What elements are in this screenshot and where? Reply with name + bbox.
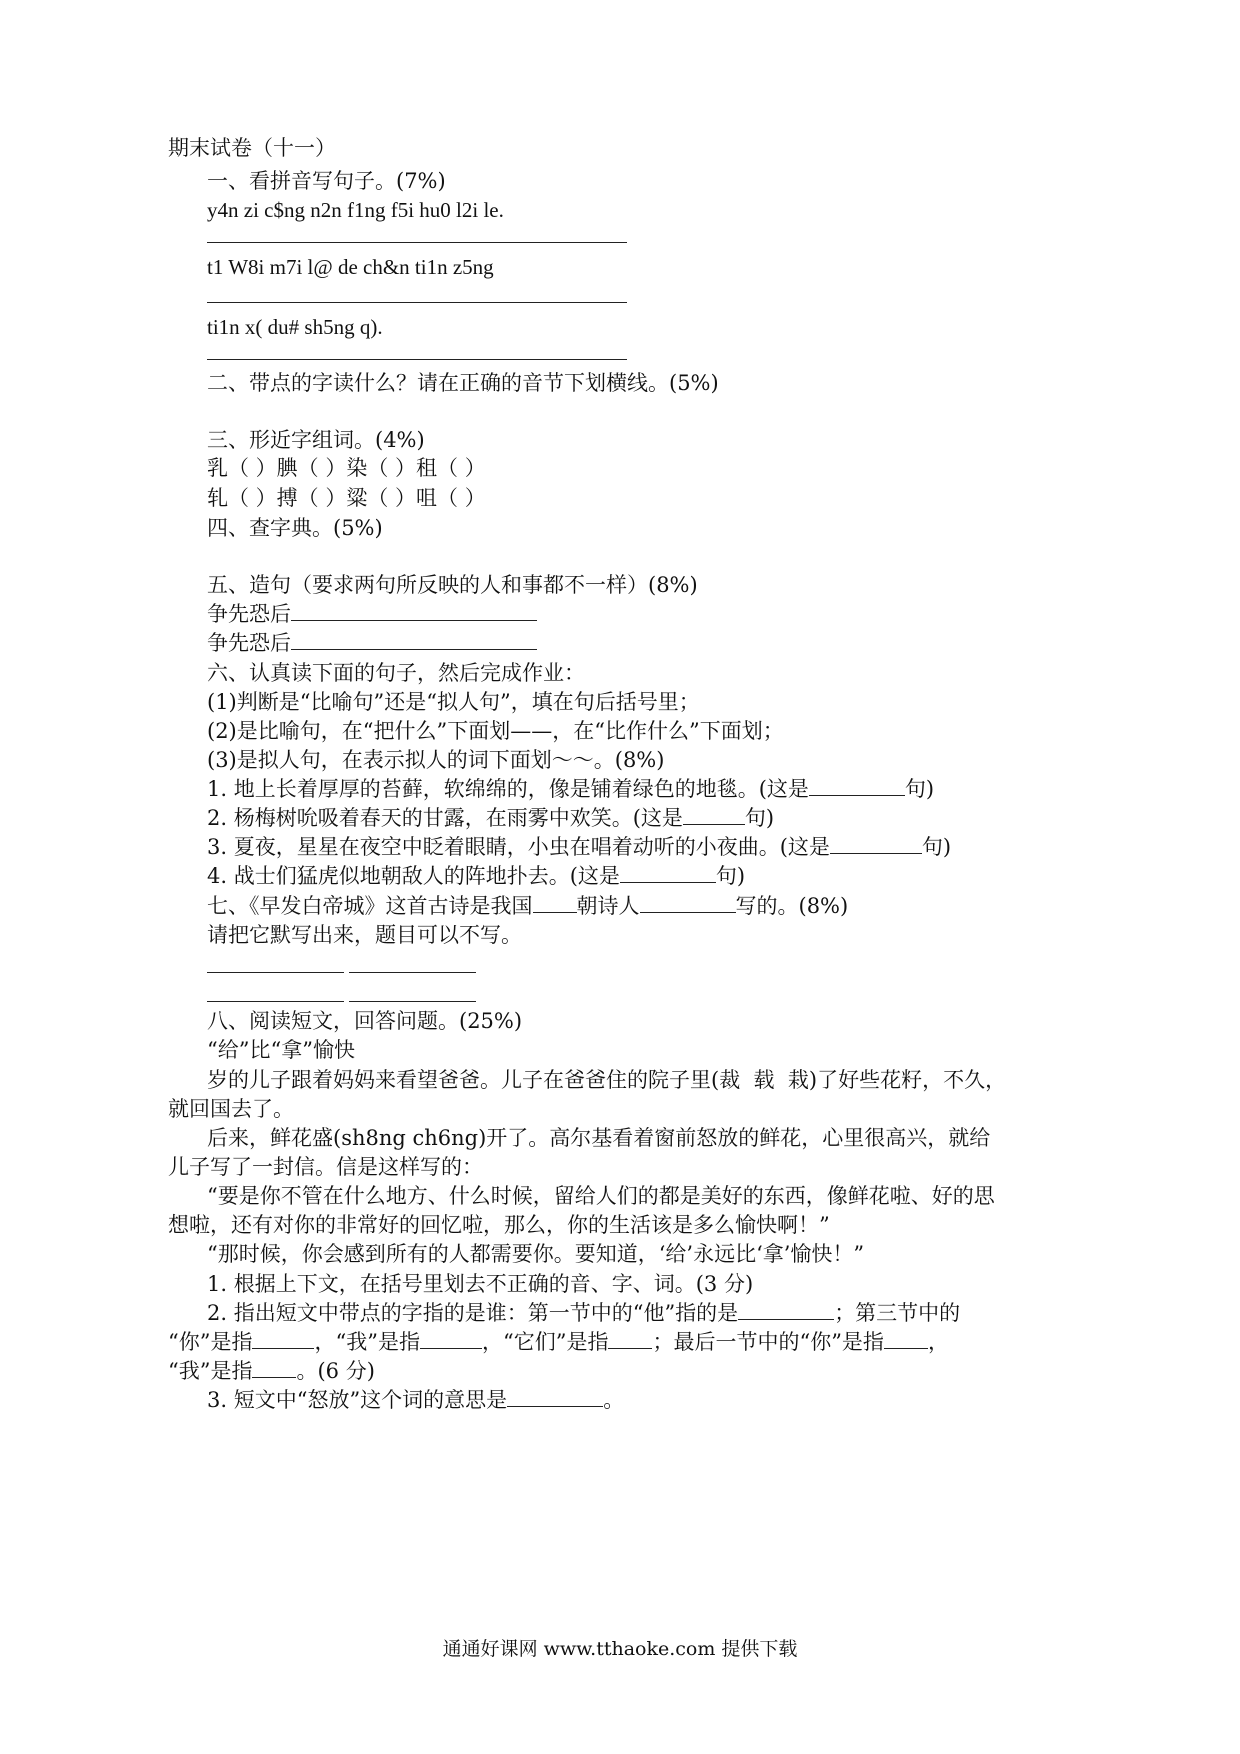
q6-blank-2 [683, 804, 745, 825]
passage-p2-line-2: 儿子写了一封信。信是这样写的： [168, 1155, 483, 1179]
q8-q2-text-f: ；最后一节中的“你”是指 [652, 1330, 884, 1354]
passage-p3-line-1: “要是你不管在什么地方、什么时候，留给人们的都是美好的东西，像鲜花啦、好的思 [207, 1184, 995, 1208]
q1-answer-line-1 [207, 242, 627, 243]
q3-heading: 三、形近字组词。(4%) [207, 428, 425, 452]
q5-answer-blank-1 [291, 600, 537, 621]
q7-poem-line-1b [349, 972, 476, 973]
page-footer: 通通好课网 www.tthaoke.com 提供下载 [442, 1638, 798, 1660]
q8-q3-text-b: 。 [603, 1388, 625, 1412]
page-title: 期末试卷（十一） [168, 136, 336, 160]
q7-text-a: 七、《早发白帝城》这首古诗是我国 [207, 894, 533, 918]
q7-blank-dynasty [533, 892, 577, 913]
q5-word-2: 争先恐后 [207, 631, 291, 655]
q6-sentence-4-text: 4. 战士们猛虎似地朝敌人的阵地扑去。(这是 [207, 864, 620, 888]
q8-q2-blank-1 [738, 1299, 834, 1320]
q6-sentence-2-end: 句) [744, 806, 775, 830]
q3-row-2: 轧（ ）搏（ ）粱（ ）咀（ ） [207, 486, 486, 510]
q6-sentence-4 [207, 862, 745, 890]
q3-row-1: 乳（ ）腆（ ）染（ ）租（ ） [207, 456, 486, 480]
q8-q3-blank [507, 1386, 603, 1407]
q8-q2-text-a: 2. 指出短文中带点的字指的是谁：第一节中的“他”指的是 [207, 1301, 739, 1325]
passage-p1-line-1: 岁的儿子跟着妈妈来看望爸爸。儿子在爸爸住的院子里(裁 载 栽)了好些花籽，不久， [207, 1068, 1007, 1092]
q1-pinyin-line-3: ti1n x( du# sh5ng q). [207, 315, 383, 339]
q1-answer-line-3 [207, 359, 627, 360]
q5-word-1: 争先恐后 [207, 602, 291, 626]
passage-p3-line-2: 想啦，还有对你的非常好的回忆啦，那么，你的生活该是多么愉快啊！” [168, 1213, 830, 1237]
q6-sentence-1 [207, 775, 934, 803]
q1-pinyin-line-1: y4n zi c$ng n2n f1ng f5i hu0 l2i le. [207, 198, 504, 222]
q4-heading: 四、查字典。(5%) [207, 516, 383, 540]
q5-item-2 [207, 629, 537, 657]
q1-answer-line-2 [207, 302, 627, 303]
q8-question-2-line-1 [207, 1299, 960, 1327]
q8-q2-blank-3 [420, 1328, 482, 1349]
q8-question-3 [207, 1386, 624, 1414]
q8-q3-text-a: 3. 短文中“怒放”这个词的意思是 [207, 1388, 508, 1412]
q6-sentence-3-text: 3. 夏夜，星星在夜空中眨着眼睛，小虫在唱着动听的小夜曲。(这是 [207, 835, 830, 859]
q8-q2-text-g: ， [927, 1330, 949, 1354]
q6-blank-3 [830, 833, 922, 854]
passage-p1-line-2: 就回国去了。 [168, 1097, 294, 1121]
q8-q2-text-c: “你”是指 [168, 1330, 253, 1354]
q6-instruction-2: (2)是比喻句，在“把什么”下面划——，在“比作什么”下面划； [207, 719, 784, 743]
q7-text-b: 朝诗人 [576, 894, 640, 918]
q6-heading: 六、认真读下面的句子，然后完成作业： [207, 661, 585, 685]
q6-sentence-2 [207, 804, 774, 832]
q6-sentence-1-end: 句) [904, 777, 935, 801]
q5-heading: 五、造句（要求两句所反映的人和事都不一样）(8%) [207, 573, 698, 597]
q6-instruction-1: (1)判断是“比喻句”还是“拟人句”，填在句后括号里； [207, 690, 700, 714]
q8-q2-text-e: ，“它们”是指 [481, 1330, 609, 1354]
q2-heading: 二、带点的字读什么？请在正确的音节下划横线。(5%) [207, 371, 719, 395]
q8-q2-blank-6 [252, 1357, 296, 1378]
q6-sentence-4-end: 句) [715, 864, 746, 888]
q6-sentence-1-text: 1. 地上长着厚厚的苔藓，软绵绵的，像是铺着绿色的地毯。(这是 [207, 777, 809, 801]
q1-pinyin-line-2: t1 W8i m7i l@ de ch&n ti1n z5ng [207, 255, 494, 279]
q8-question-2-line-3 [168, 1357, 375, 1385]
q7-poem-line-1a [207, 972, 344, 973]
q6-sentence-3-end: 句) [921, 835, 952, 859]
q7-poem-line-2a [207, 1001, 344, 1002]
q7-line-2: 请把它默写出来，题目可以不写。 [207, 923, 522, 947]
q1-heading: 一、看拼音写句子。(7%) [207, 169, 446, 193]
q8-q2-blank-2 [252, 1328, 314, 1349]
q8-question-1: 1. 根据上下文，在括号里划去不正确的音、字、词。(3 分) [207, 1272, 754, 1296]
q8-q2-blank-4 [608, 1328, 652, 1349]
q7-text-c: 写的。(8%) [735, 894, 849, 918]
q6-blank-4 [620, 862, 716, 883]
q5-answer-blank-2 [291, 629, 537, 650]
q7-blank-poet [640, 892, 736, 913]
q8-heading: 八、阅读短文，回答问题。(25%) [207, 1009, 523, 1033]
q8-question-2-line-2 [168, 1328, 949, 1356]
q7-poem-line-2b [349, 1001, 476, 1002]
q8-q2-blank-5 [884, 1328, 928, 1349]
q8-q2-text-i: 。(6 分) [296, 1359, 375, 1383]
q8-q2-text-d: ，“我”是指 [314, 1330, 420, 1354]
q6-instruction-3: (3)是拟人句，在表示拟人的词下面划～～。(8%) [207, 748, 665, 772]
passage-p2-line-1: 后来，鲜花盛(sh8ng ch6ng)开了。高尔基看着窗前怒放的鲜花，心里很高兴，就给 [207, 1126, 991, 1150]
q6-sentence-3 [207, 833, 951, 861]
passage-title: “给”比“拿”愉快 [207, 1038, 355, 1062]
passage-p4: “那时候，你会感到所有的人都需要你。要知道，‘给’永远比‘拿’愉快！” [207, 1242, 865, 1266]
q6-sentence-2-text: 2. 杨梅树吮吸着春天的甘露，在雨雾中欢笑。(这是 [207, 806, 683, 830]
q8-q2-text-h: “我”是指 [168, 1359, 253, 1383]
q5-item-1 [207, 600, 537, 628]
q8-q2-text-b: ；第三节中的 [834, 1301, 961, 1325]
q6-blank-1 [809, 775, 905, 796]
q7-line-1 [207, 892, 848, 920]
